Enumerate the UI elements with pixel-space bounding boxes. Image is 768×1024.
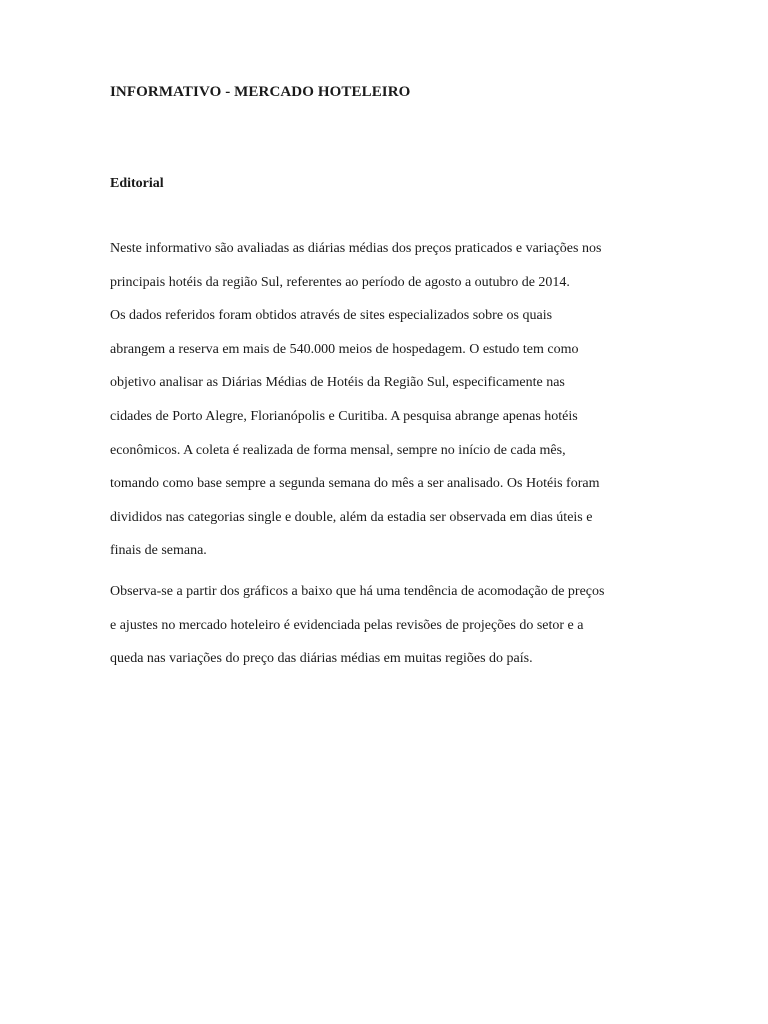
paragraph-line: principais hotéis da região Sul, referentes ao período de agosto a outubro de 2014.	[110, 274, 570, 290]
paragraph-line: cidades de Porto Alegre, Florianópolis e Curitiba. A pesquisa abrange apenas hotéis	[110, 408, 578, 424]
paragraph-line: econômicos. A coleta é realizada de forma mensal, sempre no início de cada mês,	[110, 442, 566, 458]
paragraph-line: divididos nas categorias single e double, além da estadia ser observada em dias úteis e	[110, 509, 593, 525]
paragraph-line: Neste informativo são avaliadas as diárias médias dos preços praticados e variações nos	[110, 241, 602, 256]
paragraph-line: abrangem a reserva em mais de 540.000 meios de hospedagem. O estudo tem como	[110, 341, 579, 357]
paragraph-line: finais de semana.	[110, 543, 207, 559]
document-title: INFORMATIVO - MERCADO HOTELEIRO	[110, 84, 411, 100]
editorial-paragraph-1	[110, 238, 670, 574]
paragraph-line: objetivo analisar as Diárias Médias de Hotéis da Região Sul, especificamente nas	[110, 375, 565, 391]
paragraph-line: Observa-se a partir dos gráficos a baixo que há uma tendência de acomodação de preços	[110, 584, 605, 599]
paragraph-line: queda nas variações do preço das diárias médias em muitas regiões do país.	[110, 651, 533, 667]
editorial-paragraph-2	[110, 581, 670, 682]
paragraph-line: e ajustes no mercado hoteleiro é evidenciada pelas revisões de projeções do setor e a	[110, 617, 584, 633]
paragraph-line: tomando como base sempre a segunda semana do mês a ser analisado. Os Hotéis foram	[110, 476, 600, 492]
section-heading-editorial: Editorial	[110, 176, 164, 191]
paragraph-line: Os dados referidos foram obtidos através de sites especializados sobre os quais	[110, 308, 553, 324]
